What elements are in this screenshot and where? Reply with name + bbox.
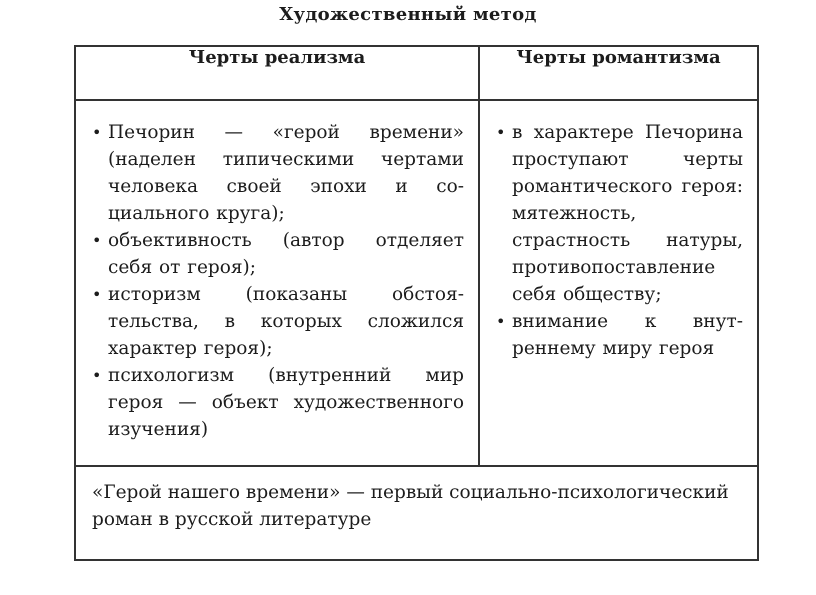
summary-row xyxy=(75,466,758,560)
table-header-row xyxy=(75,46,758,100)
list-item: • объективность (автор отделяет себя от героя); xyxy=(92,227,464,281)
table-row xyxy=(75,100,758,466)
list-item: • психологизм (внутренний мир героя — объект художественного изучения) xyxy=(92,362,464,443)
summary-text: «Герой нашего времени» — первый социально-психологический роман в русской литературе xyxy=(75,466,758,560)
list-item: • историзм (показаны обстоятельства, в которых сложился характер героя); xyxy=(92,281,464,362)
list-item: • внимание к внутреннему миру героя xyxy=(496,308,743,362)
list-item: • Печорин — «герой времени» (наделен типическими чертами человека своей эпохи и социального круга); xyxy=(92,119,464,227)
header-romanticism: Черты романтизма xyxy=(479,46,758,100)
realism-list xyxy=(92,119,464,443)
realism-cell xyxy=(75,100,479,466)
page-title: Художественный метод xyxy=(279,4,537,25)
romanticism-cell xyxy=(479,100,758,466)
romanticism-list xyxy=(496,119,743,362)
header-realism: Черты реализма xyxy=(75,46,479,100)
method-table xyxy=(74,45,759,561)
list-item: • в характере Печорина проступают черты романтического героя: мятежность, страстность натуры, противопоставление себя обществу; xyxy=(496,119,743,308)
